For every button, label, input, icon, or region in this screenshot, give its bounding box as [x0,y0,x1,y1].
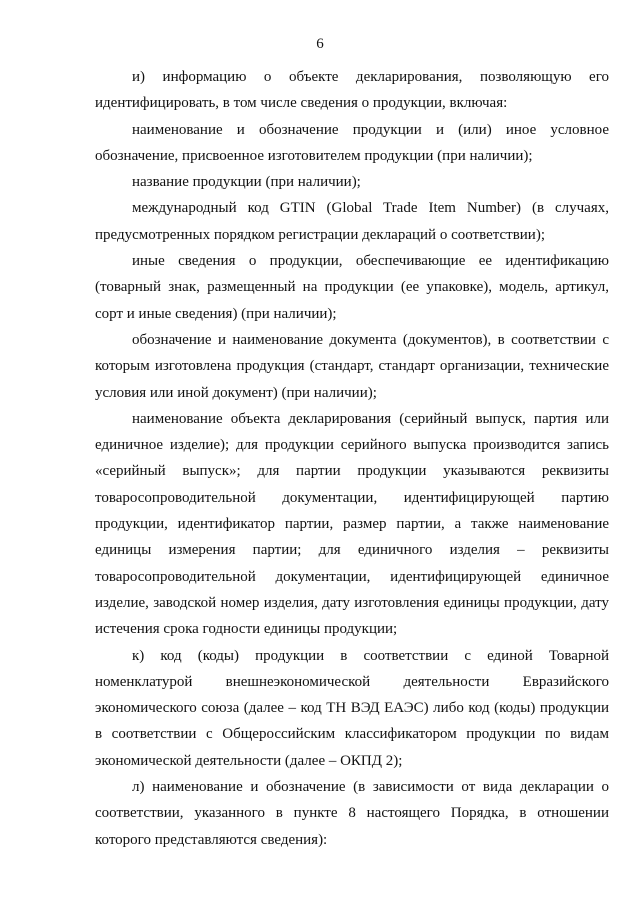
document-body [95,64,609,853]
paragraph-product-designation: наименование и обозначение продукции и (или) иное условное обозначение, присвоенное изготовителем продукции (при наличии); [95,121,609,164]
page-number: 6 [316,36,324,52]
paragraph-object-name: наименование объекта декларирования (серийный выпуск, партия или единичное изделие); для продукции серийного выпуска производится запись «серийный выпуск»; для партии продукции указываются реквизиты товаросопроводительной документации, идентифицирующей партию продукции, идентификатор партии, размер партии, а также наименование единицы измерения партии; для единичного изделия – реквизиты товаросопроводительной документации, идентифицирующей единичное изделие, заводской номер изделия, дату изготовления единицы продукции, дату истечения срока годности единицы продукции; [95,410,609,638]
paragraph-i: и) информацию о объекте декларирования, позволяющую его идентифицировать, в том числе сведения о продукции, включая: [95,69,609,112]
paragraph-document-designation: обозначение и наименование документа (документов), в соответствии с которым изготовлена продукция (стандарт, стандарт организации, технические условия или иной документ) (при наличии); [95,331,609,401]
paragraph-k: к) код (коды) продукции в соответствии с единой Товарной номенклатурой внешнеэкономической деятельности Евразийского экономического союза (далее – код ТН ВЭД ЕАЭС) либо код (коды) продукции в соответствии с Общероссийским классификатором продукции по видам экономической деятельности (далее – ОКПД 2); [95,647,609,769]
paragraph-other-info: иные сведения о продукции, обеспечивающие ее идентификацию (товарный знак, размещенный на продукции (ее упаковке), модель, артикул, сорт и иные сведения) (при наличии); [95,253,609,322]
paragraph-gtin: международный код GTIN (Global Trade Item Number) (в случаях, предусмотренных порядком регистрации деклараций о соответствии); [95,200,609,243]
paragraph-l: л) наименование и обозначение (в зависимости от вида декларации о соответствии, указанного в пункте 8 настоящего Порядка, в отношении которого представляются сведения): [95,779,609,848]
paragraph-product-name: название продукции (при наличии); [132,174,361,191]
